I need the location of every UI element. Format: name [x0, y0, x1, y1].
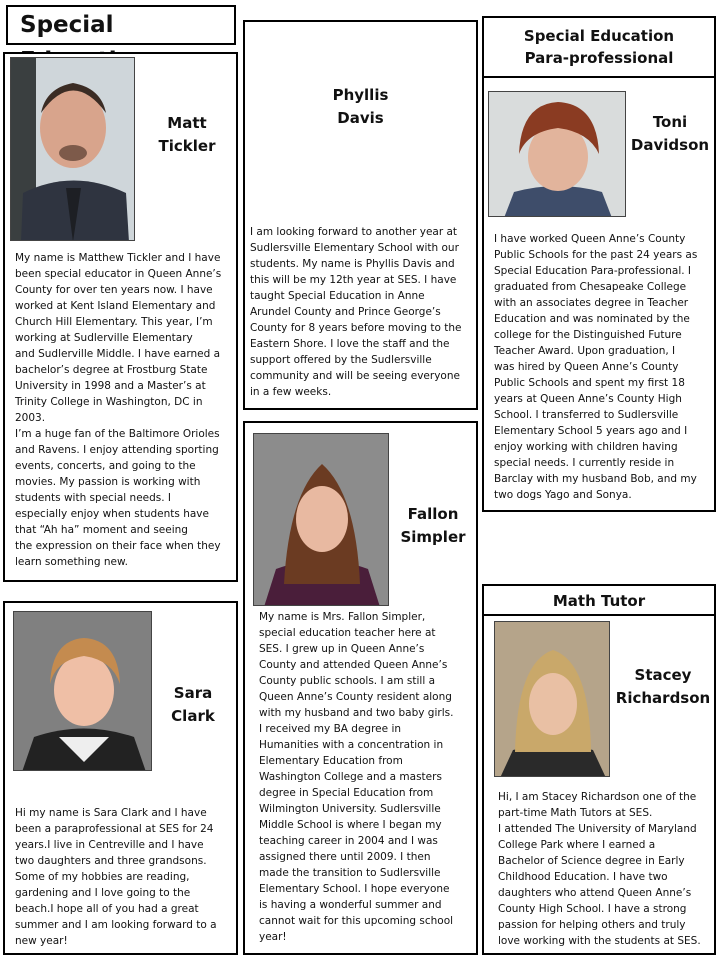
- profile-card-sara: [3, 601, 238, 955]
- name-matt: Matt Tickler: [158, 114, 216, 155]
- name-toni: Toni Davidson: [630, 113, 710, 154]
- profile-card-stacey: [482, 614, 716, 955]
- page-title: Special: [6, 5, 236, 45]
- bio-matt: My name is Matthew Tickler and I have been special educator in Queen Anne’s County for over ten years now. I have worked at Kent Island Elementary and Church Hill Elementary. This year, I’m working at Sudlerville Elementary and Sudlerville Middle. I have earned a bachelor’s degree at Frostburg State University in 1998 and a Master’s at Trinity College in Washington, DC in 2003. I’m a huge fan of the Baltimore Orioles and Ravens. I enjoy attending sporting events, concerts, and going to the movies. My passion is working with students with special needs. I especially enjoy when students have that “Ah ha” moment and seeing the expression on their face when they learn something new.: [15, 252, 222, 568]
- name-stacey: Stacey Richardson: [615, 666, 711, 707]
- name-phyllis: Phyllis Davis: [332, 86, 389, 127]
- bio-toni: I have worked Queen Anne’s County Public Schools for the past 24 years as Special Education Para-professional. I graduated from Chesapeake College with an associates degree in Teacher Education and was nominated by the college for the Distinguished Future Teacher Award. Upon graduation, I was hired by Queen Anne’s County Public Schools and spent my first 18 years at Queen Anne’s County High School. I transferred to Sudlersville Elementary School 5 years ago and I enjoy working with children having special needs. I currently reside in Barclay with my husband Bob, and my two dogs Yago and Sonya.: [494, 233, 698, 501]
- photo-matt: [10, 57, 135, 241]
- profile-card-phyllis: [243, 20, 478, 410]
- bio-sara: Hi my name is Sara Clark and I have been a paraprofessional at SES for 24 years.I live in Centreville and I have two daughters and three grandsons. Some of my hobbies are reading, gardening and I love going to the beach.I hope all of you had a great summer and I am looking forward to a new year!: [15, 807, 217, 947]
- bio-phyllis: I am looking forward to another year at Sudlersville Elementary School with our students. My name is Phyllis Davis and this will be my 12th year at SES. I have taught Special Education in Anne Arundel County and Prince George’s County for 8 years before moving to the Eastern Shore. I love the staff and the support offered by the Sudlersville community and will be seeing everyone in a few weeks.: [250, 226, 462, 398]
- profile-card-matt: [3, 52, 238, 582]
- name-fallon: Fallon Simpler: [400, 505, 466, 546]
- name-sara: Sara Clark: [171, 684, 215, 725]
- photo-toni: [488, 91, 626, 217]
- profile-card-fallon: [243, 421, 478, 955]
- photo-sara: [13, 611, 152, 771]
- section-header-para: Special Education Para-professional: [482, 16, 716, 78]
- section-header-math: Math Tutor: [482, 584, 716, 616]
- photo-fallon: [253, 433, 389, 606]
- profile-card-toni: [482, 76, 716, 512]
- bio-fallon: My name is Mrs. Fallon Simpler, special education teacher here at SES. I grew up in Queen Anne’s County and attended Queen Anne’s County public schools. I am still a Queen Anne’s County resident along with my husband and two baby girls. I received my BA degree in Humanities with a concentration in Elementary Education from Washington College and a masters degree in Special Education from Wilmington University. Sudlersville Middle School is where I began my teaching career in 2004 and I was assigned there until 2009. I then made the transition to Sudlersville Elementary School. I hope everyone is having a wonderful summer and cannot wait for this upcoming school year!: [259, 611, 454, 943]
- photo-stacey: [494, 621, 610, 777]
- bio-stacey: Hi, I am Stacey Richardson one of the part-time Math Tutors at SES. I attended The University of Maryland College Park where I earned a Bachelor of Science degree in Early Childhood Education. I have two daughters who attend Queen Anne’s County High School. I have a strong passion for helping others and truly love working with the students at SES.: [498, 791, 701, 947]
